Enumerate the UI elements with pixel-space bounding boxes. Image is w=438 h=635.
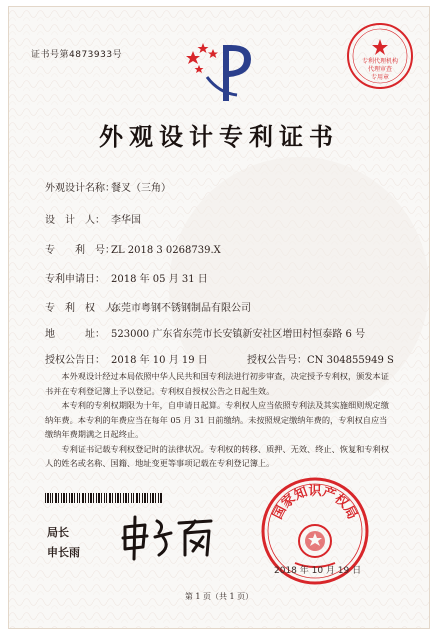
patent-no-value: ZL 2018 3 0268739.X: [111, 245, 221, 256]
design-name-value: 餐叉（三角）: [111, 183, 171, 194]
barcode-icon: [45, 493, 163, 503]
seal-text: 国家知识产权局: [270, 484, 360, 522]
body-paragraph-2: 本专利的专利权期限为十年，自申请日起算。专利权人应当依照专利法及其实施细则规定缴纳年费。本专利的年费应当在每年 05 月 31 日前缴纳。未按照规定缴纳年费的，专利权自应当缴纳年费期满之日起终止。: [45, 400, 389, 439]
patent-no-row: [45, 241, 221, 256]
address-row: [45, 325, 365, 340]
director-name: 申长雨: [47, 546, 80, 559]
design-name-label: 外观设计名称：: [45, 183, 115, 194]
filing-date-value: 2018 年 05 月 31 日: [111, 274, 208, 285]
seal-top-line2: 代理审查: [367, 66, 393, 73]
grant-no-row: [247, 351, 394, 366]
body-paragraph-1: 本外观设计经过本局依照中华人民共和国专利法进行初步审查，决定授予专利权，颁发本证书并在专利登记簿上予以登记。专利权自授权公告之日起生效。: [45, 371, 389, 396]
patentee-label: 专 利 权 人：: [45, 303, 125, 314]
certificate-body: [45, 369, 391, 471]
certificate-title: 外观设计专利证书: [99, 122, 339, 151]
filing-date-label: 专利申请日：: [45, 274, 105, 285]
grant-date-value: 2018 年 10 月 19 日: [111, 355, 208, 366]
grant-no-value: CN 304855949 S: [307, 355, 394, 366]
grant-no-label: 授权公告号：: [247, 355, 307, 366]
patentee-row: [45, 299, 251, 314]
address-label: 地 址：: [45, 329, 105, 340]
page-footer: 第 1 页（共 1 页）: [184, 592, 254, 601]
seal-top-line1: 专利代理机构: [361, 58, 399, 65]
address-value: 523000 广东省东莞市长安镇新安社区增田村恒泰路 6 号: [111, 329, 366, 340]
director-title: 局长: [47, 526, 69, 539]
certificate-number: 证书号第4873933号: [31, 50, 123, 60]
handwritten-signature: [119, 511, 219, 563]
patentee-value: 东莞市粤钢不锈钢制品有限公司: [111, 303, 251, 314]
director-block: [47, 523, 80, 563]
body-paragraph-3: 专利证书记载专利权登记时的法律状况。专利权的转移、质押、无效、终止、恢复和专利权人的姓名或名称、国籍、地址变更等事项记载在专利登记簿上。: [45, 443, 389, 468]
seal-date: 2018 年 10 月 19 日: [274, 566, 362, 576]
certificate-frame: [8, 6, 430, 629]
designer-label: 设 计 人：: [45, 215, 105, 226]
cnipa-logo-icon: [179, 37, 269, 107]
designer-row: [45, 211, 141, 226]
grant-date-row: [45, 351, 208, 366]
design-name-row: [45, 179, 171, 194]
agency-seal-icon: [345, 21, 415, 91]
grant-date-label: 授权公告日：: [45, 355, 105, 366]
seal-top-line3: 专用章: [370, 74, 390, 81]
patent-no-label: 专 利 号：: [45, 245, 115, 256]
designer-value: 李华国: [111, 215, 141, 226]
filing-date-row: [45, 270, 208, 285]
